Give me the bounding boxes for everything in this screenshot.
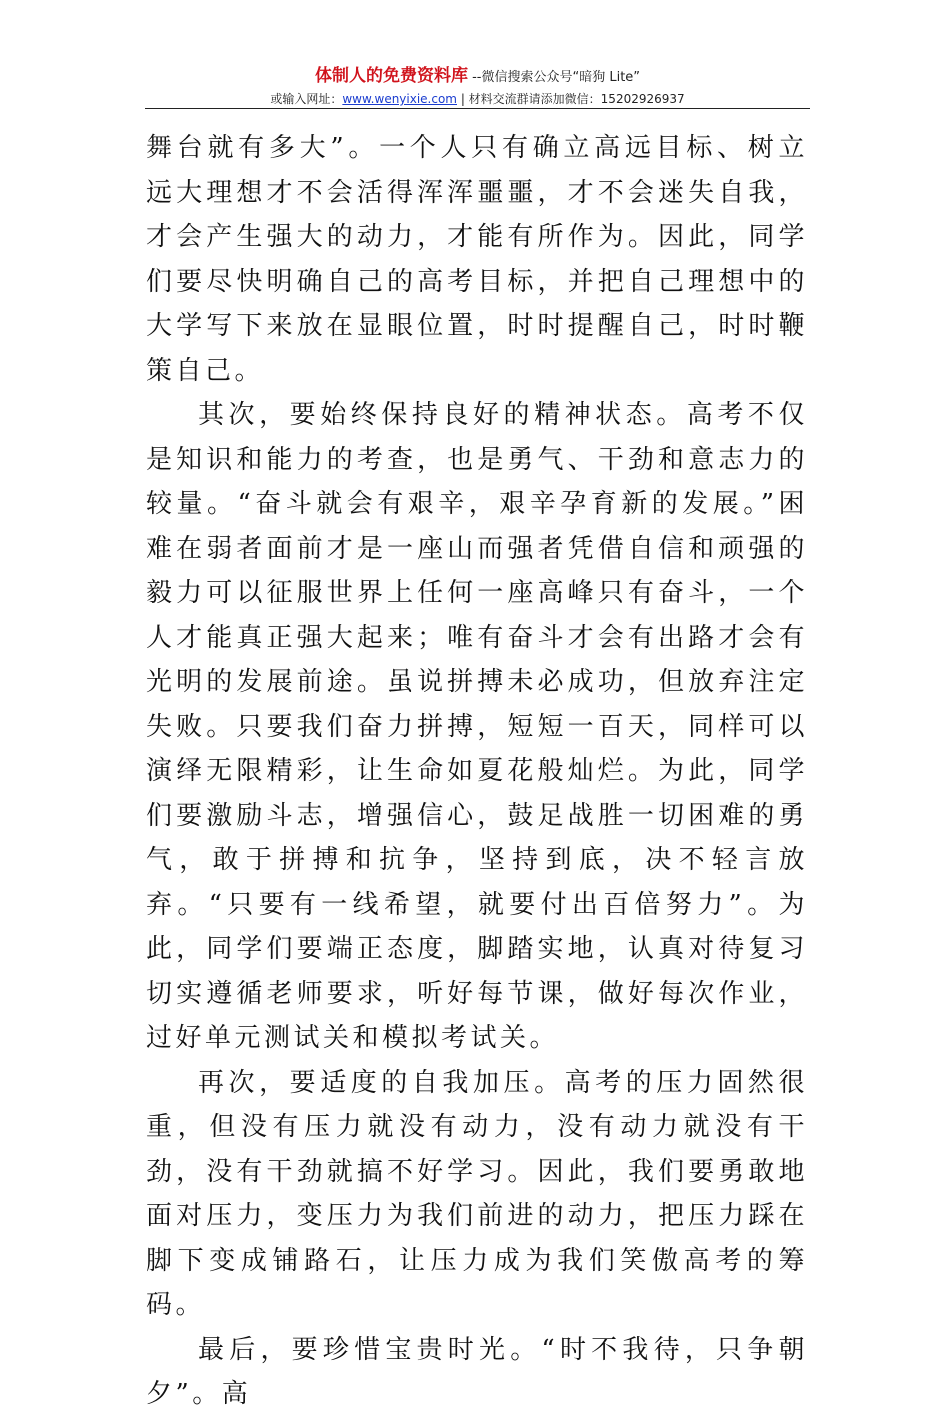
header-title: 体制人的免费资料库 (314, 66, 468, 86)
page-header (145, 66, 810, 108)
paragraph-1: 舞台就有多大”。一个人只有确立高远目标、树立远大理想才不会活得浑浑噩噩，才不会迷失自我，才会产生强大的动力，才能有所作为。因此，同学们要尽快明确自己的高考目标，并把自己理想中的大学写下来放在显眼位置，时时提醒自己，时时鞭策自己。 (146, 133, 808, 386)
paragraph-2: 其次，要始终保持良好的精神状态。高考不仅是知识和能力的考查，也是勇气、干劲和意志力的较量。“奋斗就会有艰辛，艰辛孕育新的发展。”困难在弱者面前才是一座山而强者凭借自信和顽强的毅力可以征服世界上任何一座高峰只有奋斗，一个人才能真正强大起来；唯有奋斗才会有出路才会有光明的发展前途。虽说拼搏未必成功，但放弃注定失败。只要我们奋力拼搏，短短一百天，同样可以演绎无限精彩，让生命如夏花般灿烂。为此，同学们要激励斗志，增强信心，鼓足战胜一切困难的勇气，敢于拼搏和抗争，坚持到底，决不轻言放弃。“只要有一线希望，就要付出百倍努力”。为此，同学们要端正态度，脚踏实地，认真对待复习切实遵循老师要求，听好每节课，做好每次作业，过好单元测试关和模拟考试关。 (146, 400, 808, 1053)
paragraph-4: 最后，要珍惜宝贵时光。“时不我待，只争朝夕”。高 (146, 1334, 808, 1409)
header-url-prefix: 或输入网址： (270, 92, 343, 106)
paragraph-3: 再次，要适度的自我加压。高考的压力固然很重，但没有压力就没有动力，没有动力就没有干劲，没有干劲就搞不好学习。因此，我们要勇敢地面对压力，变压力为我们前进的动力，把压力踩在脚下变成铺路石，让压力成为我们笑傲高考的筹码。 (146, 1067, 808, 1320)
header-divider (145, 108, 810, 109)
header-line-1 (145, 66, 810, 88)
header-url-link[interactable]: www.wenyixie.com (342, 92, 457, 106)
body-text (146, 126, 808, 1417)
header-contact: | 材料交流群请添加微信：15202926937 (457, 92, 685, 106)
header-line-2 (145, 90, 810, 108)
header-subtitle: --微信搜索公众号“暗狗 Lite” (467, 70, 641, 85)
